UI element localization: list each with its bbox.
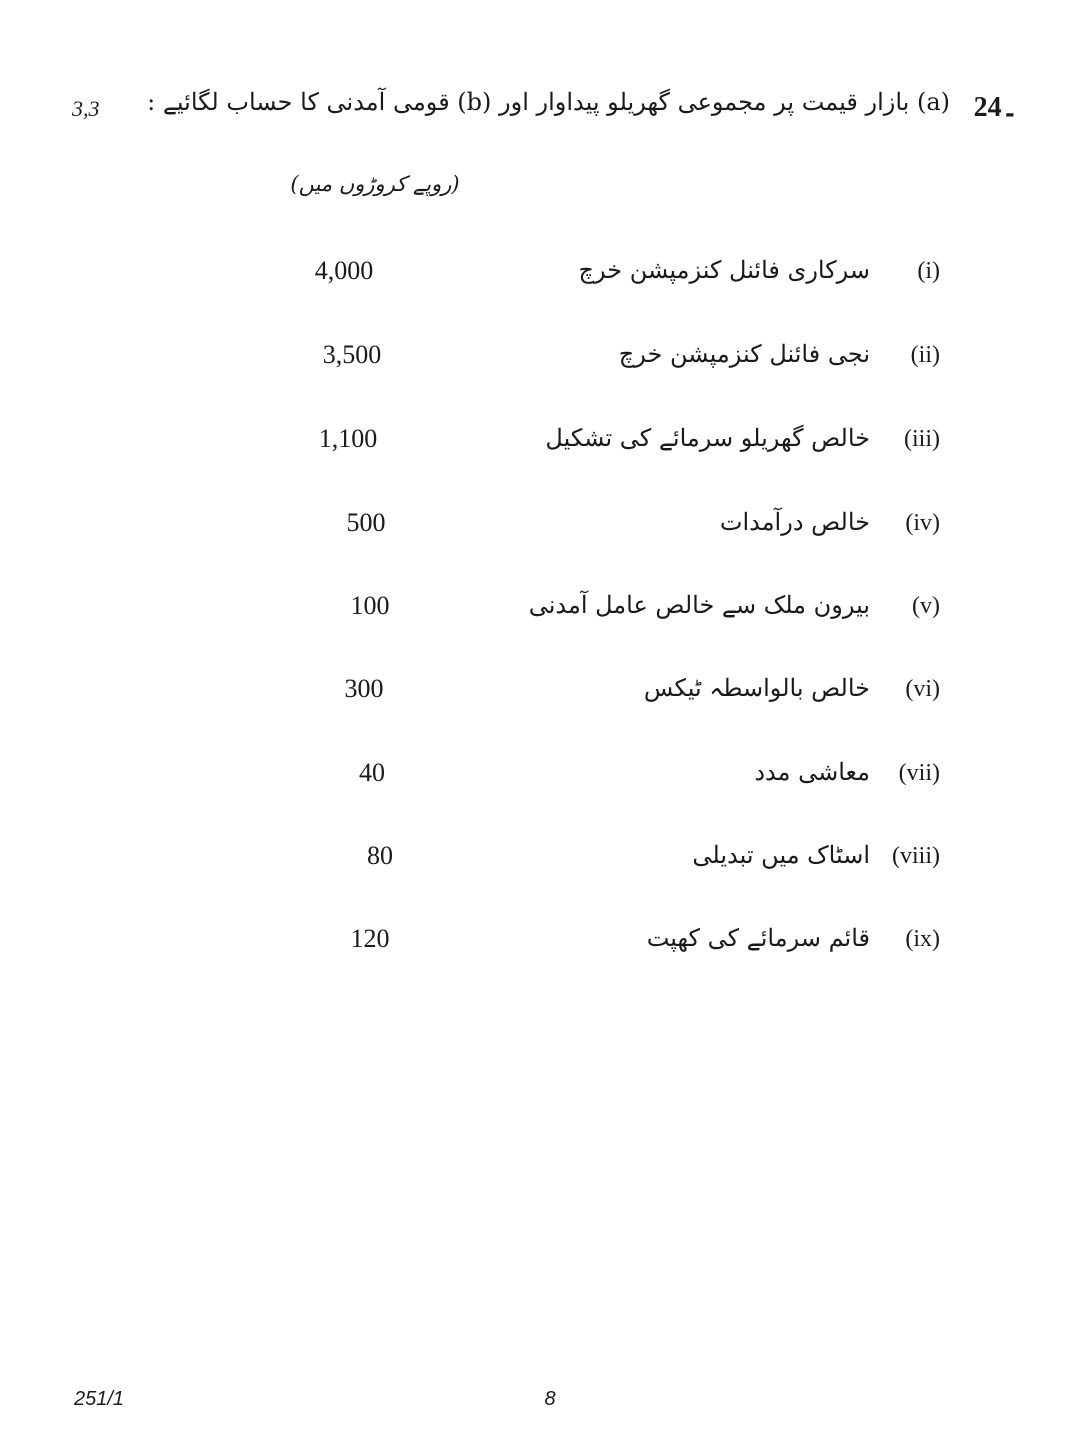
item-value: 40	[359, 758, 385, 787]
list-item	[0, 924, 1090, 964]
item-value: 4,000	[314, 256, 374, 285]
item-value: 1,100	[318, 424, 378, 453]
list-item	[0, 591, 1090, 631]
footer-code: 251/1	[74, 1388, 125, 1410]
question-marks: 3,3	[72, 96, 100, 121]
item-label: اسٹاک میں تبدیلی	[692, 841, 870, 869]
item-roman: (ix)	[905, 926, 940, 952]
item-roman: (vii)	[898, 760, 940, 786]
item-roman: (iii)	[904, 426, 940, 452]
list-item	[0, 758, 1090, 798]
list-item	[0, 841, 1090, 881]
item-roman: (v)	[912, 593, 940, 619]
question-text: (a) بازار قیمت پر مجموعی گھریلو پیداوار اور (b) قومی آمدنی کا حساب لگائیے :	[147, 88, 950, 116]
item-value: 3,500	[322, 340, 382, 369]
item-roman: (ii)	[910, 342, 940, 368]
item-roman: (vi)	[905, 676, 940, 702]
item-value: 300	[344, 674, 384, 703]
question-number: 24۔	[973, 92, 1018, 123]
list-item	[0, 508, 1090, 548]
item-label: خالص بالواسطہ ٹیکس	[643, 674, 870, 702]
list-item	[0, 340, 1090, 380]
item-label: سرکاری فائنل کنزمپشن خرچ	[578, 256, 870, 284]
list-item	[0, 256, 1090, 296]
item-value: 80	[367, 841, 393, 870]
item-roman: (iv)	[905, 510, 940, 536]
item-roman: (viii)	[892, 843, 940, 869]
list-item	[0, 674, 1090, 714]
item-value: 120	[350, 924, 390, 953]
unit-note: (روپے کروڑوں میں)	[290, 172, 460, 196]
item-label: خالص گھریلو سرمائے کی تشکیل	[545, 424, 870, 452]
item-label: خالص درآمدات	[719, 508, 870, 536]
page-number: 8	[544, 1388, 556, 1410]
list-item	[0, 424, 1090, 464]
item-value: 500	[346, 508, 386, 537]
item-label: بیرون ملک سے خالص عامل آمدنی	[528, 591, 870, 619]
item-label: قائم سرمائے کی کھپت	[646, 924, 870, 952]
item-label: نجی فائنل کنزمپشن خرچ	[618, 340, 870, 368]
item-roman: (i)	[917, 258, 940, 284]
item-label: معاشی مدد	[754, 758, 870, 786]
item-value: 100	[350, 591, 390, 620]
